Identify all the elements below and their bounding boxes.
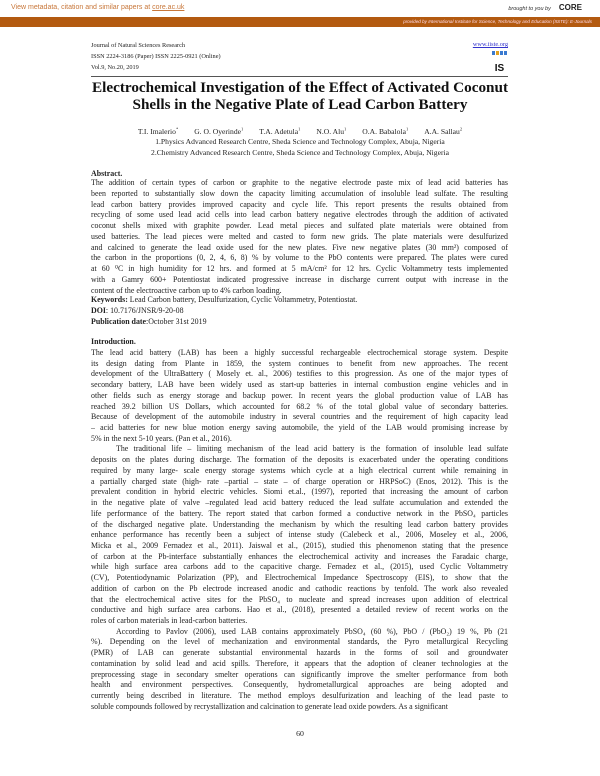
text-line: Because of development of the automobile industry in several countries and the requirement of high capacity lead: [91, 412, 508, 422]
doi: [91, 306, 184, 315]
text-line: (PMR) of LAB can generate substantial environmental hazards in the forms of soil and groundwater: [91, 648, 508, 658]
text-line: life performance of the battery. The report stated that carbon formed a conductive network in the PbSO₄ particles: [91, 508, 508, 518]
author-name: A.A. Sallau: [424, 126, 460, 136]
paper-title-line-2: Shells in the Negative Plate of Lead Carbon Battery: [132, 96, 468, 113]
text-line: content of the electroactive carbon up to 4% carbon loading.: [91, 285, 282, 295]
pubdate-label: Publication date: [91, 317, 147, 326]
author: [424, 127, 462, 136]
text-line: The traditional life – limiting mechanism of the lead acid battery is the formation of insoluble lead sulfate: [116, 444, 508, 454]
iiste-logo: [491, 51, 508, 73]
header-rule: [91, 76, 508, 77]
text-line: and calcined to generate the lead oxide used for the new plates. Five new negative plates (30 mm²) composed of: [91, 242, 508, 252]
text-line: other fields such as energy storage and backup power. In recent years the global production value of LAB has: [91, 390, 508, 400]
text-line: enhance performance has recently been a subject of intense study (Calebeck et al., 2006, Moseley et al., 2006,: [91, 530, 508, 540]
text-line: Micka et al., 2009 Fernadez et al., 2011). Jaiswal et al., (2015), studied this phenomenon stating that the presence: [91, 540, 508, 550]
author: [259, 127, 300, 136]
text-line: According to Pavlov (2006), used LAB contains approximately PbSO₄ (60 %), PbO / (PbO₂) 19 %, Pb (21: [116, 626, 508, 636]
text-line: development of the UltraBattery ( Mosely et. al., 2006) testifies to this progression. As one of the major types of: [91, 369, 508, 379]
pubdate-value: :October 31st 2019: [146, 317, 207, 326]
text-line: coconut shells mixed with graphite powder. Lead metal pieces and sulfated plate materials were obtained from: [91, 221, 508, 230]
text-line: with a Gamry 600+ Potentiostat indicated progressive increase in discharge current output with increase in the: [91, 274, 508, 284]
author-affiliation-mark: 1: [344, 126, 347, 131]
doi-label: DOI: [91, 306, 106, 315]
text-line: used batteries. The lead pieces were melted and casted to form new grids. The plate materials were desulfurized: [91, 231, 508, 241]
provided-by: provided by International Institute for Science, Technology and Education (IISTE): E-Journals: [403, 19, 592, 24]
text-line: recycling of some used lead acid cells into lead carbon battery negative electrodes through the addition of activated: [91, 210, 508, 220]
text-line: while high surface area carbons add to the capacitive charge. Fernadez et al., (2015), used Cyclic Voltammetry: [91, 562, 508, 572]
page-number: 60: [296, 729, 304, 738]
text-line: preprocessing stage in secondary smelter operations can significantly improve the smelter performance from both: [91, 669, 508, 679]
author: [138, 127, 178, 136]
text-line: secondary battery, LAB have been widely used as start-up batteries in internal combustion engine vehicles and in: [91, 380, 508, 390]
author-name: N.O. Alu: [316, 126, 345, 136]
author-name: T.I. Imalerio: [137, 126, 176, 136]
journal-name: Journal of Natural Sciences Research: [91, 42, 186, 49]
text-line: The lead acid battery (LAB) has been a highly successful rechargeable electrochemical storage system. Despite: [91, 348, 508, 357]
author: [316, 127, 346, 136]
text-line: the carbon in the proportions (0, 2, 4, 6, 8) % by volume to the PbO contents were prepared. The plates were cured: [91, 253, 508, 263]
keywords-value: Lead Carbon battery, Desulfurization, Cyclic Voltammetry, Potentiostat.: [127, 295, 358, 304]
author-name: T.A. Adetula: [259, 126, 299, 136]
brought-text: brought to you by: [508, 6, 551, 12]
core-logo: CORE: [558, 3, 582, 12]
text-line: conductive and high surface area carbons. Hao et al., (2018), presented a detailed review of recent works on the: [91, 605, 508, 615]
paper-title-line-1: Electrochemical Investigation of the Effect of Activated Coconut: [91, 79, 509, 96]
author-name: O.A. Babalola: [362, 126, 406, 136]
text-line: currently being described in literature. The method employs desulfurization and leaching of the lead paste to: [91, 691, 508, 701]
author: [194, 127, 243, 136]
text-line: prevalent condition in hybrid electric vehicles. Siomi et.al., (1997), reported that increasing the amount of carbon: [91, 487, 508, 497]
text-line: 5% in the next 5-10 years. (Pan et al., 2016).: [91, 433, 232, 443]
affiliation-1: 1.Physics Advanced Research Centre, Sheda Science and Technology Complex, Abuja, Nigeria: [155, 137, 445, 146]
text-line: deposits on the plates during discharge. The formation of the deposits is exacerbated under the operating conditions: [91, 455, 508, 465]
author-affiliation-mark: 2: [459, 126, 463, 131]
author-affiliation-mark: 1: [298, 126, 301, 131]
doi-value: : 10.7176/JNSR/9-20-08: [105, 306, 184, 315]
author-name: G. O. Oyerinde: [194, 126, 242, 136]
author-affiliation-mark: *: [175, 126, 179, 131]
text-line: (CV), Potentiodynamic Polarization (PP), and Electrochemical Impedance Spectroscopy (EIS), to show that the: [91, 573, 508, 583]
text-line: at 60 ⁰C in high humidity for 12 hrs. and formed at 5 mA/cm² for 12 hrs. Cyclic Voltammetry tests implemented: [91, 264, 508, 273]
text-line: a partially charged state (high- rate –partial – state – of charge operation or HRPSoC) (Enos, 2012). This is the: [91, 476, 508, 486]
journal-issn: ISSN 2224-3186 (Paper) ISSN 2225-0921 (Online): [91, 53, 221, 60]
text-line: required by many large- scale energy storage systems which cycle at a high electrical current while remaining in: [91, 465, 508, 475]
introduction-heading: Introduction.: [91, 337, 136, 346]
text-line: roles of carbon materials in lead-carbon batteries.: [91, 616, 248, 625]
core-brand[interactable]: [508, 3, 582, 12]
abstract-heading: Abstract.: [91, 169, 123, 178]
author-affiliation-mark: 1: [405, 126, 409, 131]
keywords-label: Keywords:: [91, 295, 128, 304]
affiliation-2: 2.Chemistry Advanced Research Centre, Sheda Science and Technology Complex, Abuja, Nigeria: [151, 148, 449, 157]
text-line: its design dating from Plante in 1859, the system continues to benefit from new approaches. The recent: [91, 358, 508, 368]
text-line: been reported to substantially slow down the capacity limiting accumulation of insoluble lead sulfate. The resulting: [91, 188, 508, 198]
text-line: that the electrochemical active sites for the PbSO₄ to nucleate and spread increases upon addition of electrical: [91, 594, 508, 604]
journal-url[interactable]: www.iiste.org: [472, 41, 508, 48]
core-text: View metadata, citation and similar papers at: [11, 4, 153, 11]
text-line: addition of carbon on the Pb electrode increased anodic and cathodic reactions by tenfold. The work also revealed: [91, 583, 508, 593]
text-line: reached 39.2 billion US Dollars, which accounted for 68.2 % of the total global value of secondary batteries.: [91, 401, 508, 411]
text-line: health and environment perspectives. Consequently, hydrometallurgical approaches are being adopted and: [91, 680, 508, 690]
text-line: The addition of certain types of carbon or graphite to the negative electrode paste mix of lead acid batteries has: [91, 178, 508, 187]
text-line: of the discharged negative plate. Understanding the mechanism by which the resulting lead carbon battery provides: [91, 519, 508, 529]
text-line: – acid batteries for new blue motion energy saving automobile, the yield of the LAB would promising increase by: [91, 423, 508, 433]
text-line: of carbon at the Pb-interface substantially enhances the electrochemical activity and increases the Faradaic charge,: [91, 551, 508, 561]
publication-date: [91, 317, 207, 326]
text-line: %). Depending on the level of mechanization and environmental standards, the Pyro metallurgical Recycling: [91, 637, 508, 647]
text-line: in the negative plate of valve –regulated lead acid battery reduced the lead sulfate accumulation and extended the: [91, 498, 508, 508]
core-metadata-link-text: [11, 4, 184, 11]
core-link[interactable]: core.ac.uk: [152, 4, 185, 11]
authors: [60, 126, 540, 136]
keywords: [91, 295, 357, 304]
author-affiliation-mark: 1: [241, 126, 244, 131]
author: [362, 127, 408, 136]
text-line: lead carbon battery provides improved capacity and cycle life. This report presents the results obtained from: [91, 199, 508, 209]
text-line: soluble compounds followed by recrystallization and calcination to generate lead oxide powders. As a significant: [91, 701, 448, 711]
svg-text:IS: IS: [494, 63, 505, 73]
journal-volume: Vol.9, No.20, 2019: [91, 64, 139, 71]
text-line: contamination by solid lead and acid spills. Therefore, it appears that the adoption of cleaner technologies at the: [91, 658, 508, 668]
